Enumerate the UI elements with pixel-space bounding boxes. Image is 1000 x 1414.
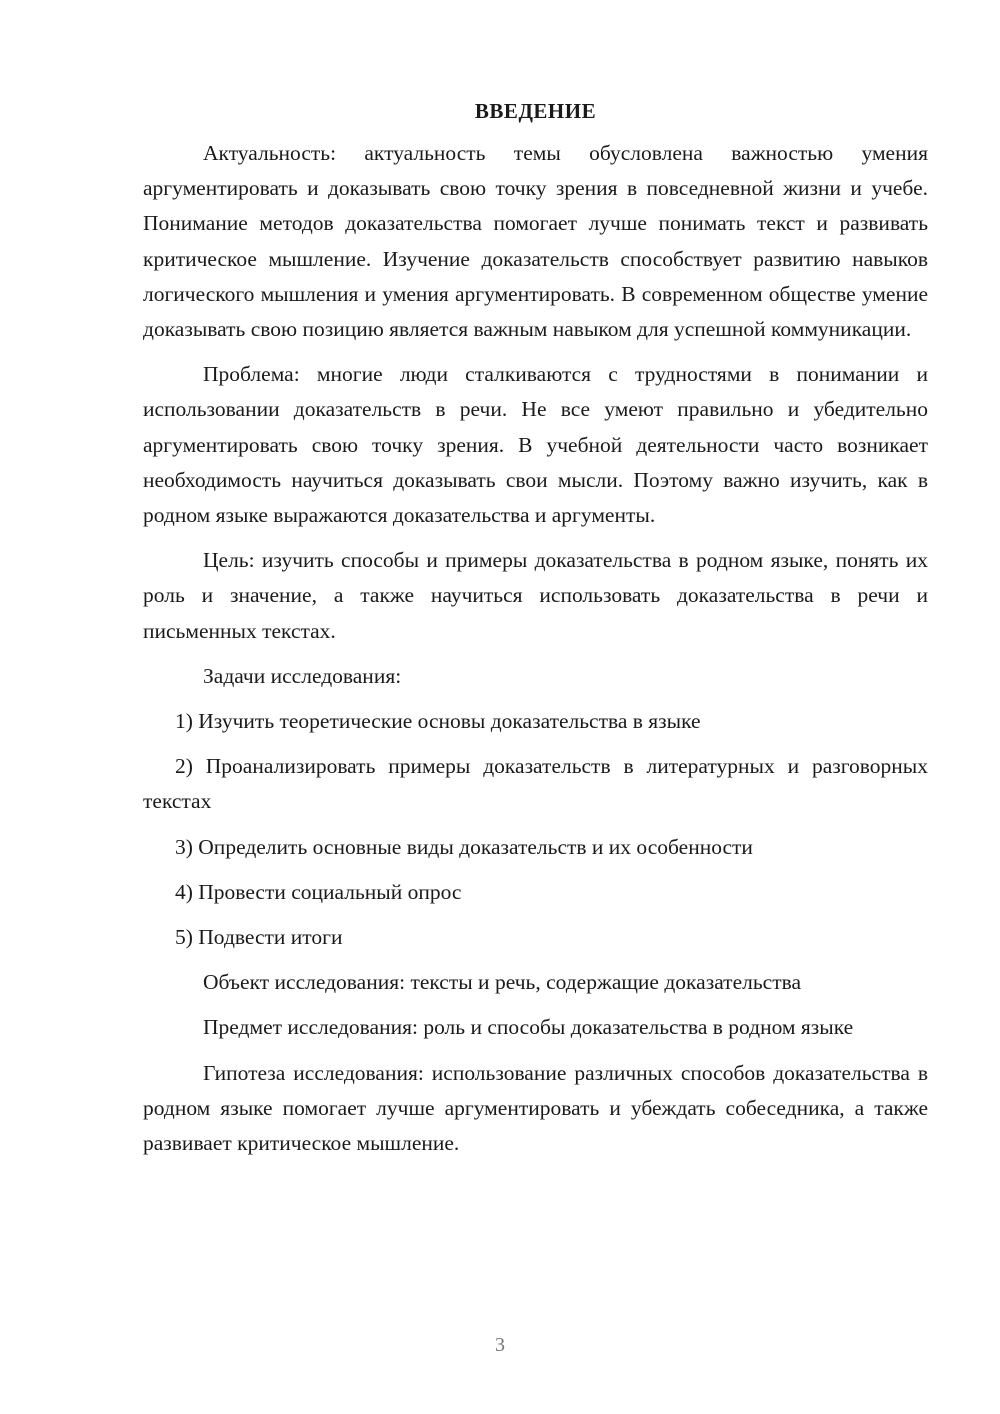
paragraph-relevance: Актуальность: актуальность темы обусловлена важностью умения аргументировать и доказывать свою точку зрения в повседневной жизни и учебе. Понимание методов доказательства помогает лучше понимать текст и развивать критическое мышление. Изучение доказательств способствует развитию навыков логического мышления и умения аргументировать. В современном обществе умение доказывать свою позицию является важным навыком для успешной коммуникации.	[143, 141, 928, 342]
paragraph-tasks-heading: Задачи исследования:	[203, 663, 402, 688]
document-page	[143, 96, 928, 1171]
page-number: 3	[495, 1334, 505, 1356]
task-item-5: 5) Подвести итоги	[175, 925, 343, 950]
page-title: ВВЕДЕНИЕ	[474, 99, 597, 123]
task-item-4: 4) Провести социальный опрос	[175, 879, 462, 904]
paragraph-object: Объект исследования: тексты и речь, содержащие доказательства	[203, 970, 802, 995]
task-item-2: 2) Проанализировать примеры доказательств в литературных и разговорных текстах	[143, 754, 928, 814]
paragraph-problem: Проблема: многие люди сталкиваются с трудностями в понимании и использовании доказательств в речи. Не все умеют правильно и убедительно аргументировать свою точку зрения. В учебной деятельности часто возникает необходимость научиться доказывать свои мысли. Поэтому важно изучить, как в родном языке выражаются доказательства и аргументы.	[143, 362, 928, 528]
task-item-3: 3) Определить основные виды доказательств и их особенности	[175, 834, 753, 859]
task-item-1: 1) Изучить теоретические основы доказательства в языке	[175, 709, 701, 734]
paragraph-subject: Предмет исследования: роль и способы доказательства в родном языке	[203, 1015, 854, 1040]
paragraph-goal: Цель: изучить способы и примеры доказательства в родном языке, понять их роль и значение, а также научиться использовать доказательства в речи и письменных текстах.	[143, 548, 928, 643]
paragraph-hypothesis: Гипотеза исследования: использование различных способов доказательства в родном языке помогает лучше аргументировать и убеждать собеседника, а также развивает критическое мышление.	[143, 1060, 928, 1156]
